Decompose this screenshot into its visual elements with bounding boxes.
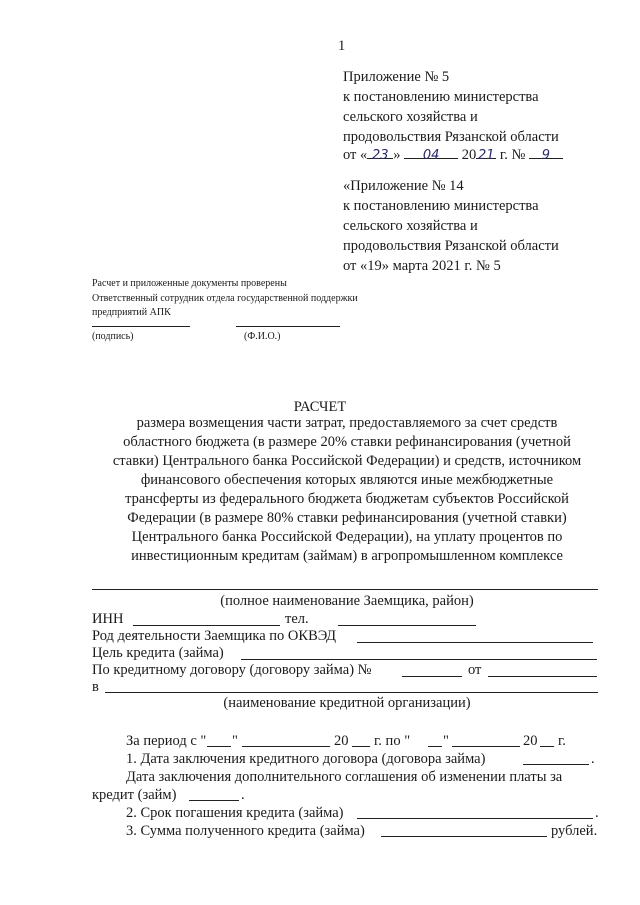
contract-label: По кредитному договору (договору займа) №	[92, 662, 372, 678]
name-caption: (Ф.И.О.)	[244, 331, 281, 342]
name-line	[236, 326, 340, 327]
appendix-5-line2: к постановлению министерства	[343, 89, 539, 105]
item3-label: 3. Сумма полученного кредита (займа)	[126, 823, 365, 839]
period-to-quote: "	[443, 733, 449, 749]
item3-end: рублей.	[551, 823, 598, 839]
appendix-5-line4: продовольствия Рязанской области	[343, 129, 559, 145]
date-prefix: от «	[343, 147, 368, 163]
item1-label: 1. Дата заключения кредитного договора (договора займа)	[126, 751, 486, 767]
contract-date-field[interactable]	[488, 676, 597, 677]
page-number: 1	[338, 38, 346, 54]
verification-line1: Расчет и приложенные документы проверены	[92, 278, 287, 289]
period-to-year-prefix: 20	[523, 733, 538, 749]
appendix-5-date-line	[343, 145, 563, 165]
signature-line	[92, 326, 190, 327]
period-from-year-prefix: 20	[334, 733, 349, 749]
appendix-14-line3: сельского хозяйства и	[343, 218, 478, 234]
okved-label: Род деятельности Заемщика по ОКВЭД	[92, 628, 336, 644]
subtitle-line: Федерации (в размере 80% ставки рефинансирования (учетной ставки)	[127, 510, 567, 526]
period-to-year-field[interactable]	[540, 746, 554, 747]
period-to-month-field[interactable]	[452, 746, 520, 747]
document-number: 9	[529, 146, 563, 159]
period-from-day-field[interactable]	[207, 746, 231, 747]
item1b-field[interactable]	[189, 800, 239, 801]
date-day-close: »	[393, 147, 401, 163]
number-label: г. №	[499, 147, 526, 163]
item2-label: 2. Срок погашения кредита (займа)	[126, 805, 344, 821]
period-to-day-field[interactable]	[428, 746, 442, 747]
item3-field[interactable]	[381, 836, 547, 837]
subtitle-line: инвестиционным кредитам (займам) в агропромышленном комплексе	[131, 548, 563, 564]
from-label: от	[468, 662, 482, 678]
item1-field[interactable]	[523, 764, 589, 765]
subtitle-line: размера возмещения части затрат, предоставляемого за счет средств	[136, 415, 558, 431]
appendix-14-line5: от «19» марта 2021 г. № 5	[343, 258, 501, 274]
item2-end: .	[595, 805, 599, 821]
appendix-5-line3: сельского хозяйства и	[343, 109, 478, 125]
item2-field[interactable]	[357, 818, 593, 819]
date-year-prefix: 20	[461, 147, 477, 163]
date-year-suffix: 21	[478, 148, 495, 163]
document-title: РАСЧЕТ	[293, 399, 347, 415]
verification-line2: Ответственный сотрудник отдела государственной поддержки	[92, 293, 358, 304]
inn-label: ИНН	[92, 611, 124, 627]
period-from-month-field[interactable]	[242, 746, 330, 747]
appendix-5-title: Приложение № 5	[343, 69, 450, 85]
borrower-caption: (полное наименование Заемщика, район)	[220, 593, 474, 609]
item1-end: .	[591, 751, 595, 767]
subtitle-line: финансового обеспечения которых являются иные межбюджетные	[140, 472, 554, 488]
item1b-end: .	[241, 787, 245, 803]
period-g-label: г.	[558, 733, 566, 749]
subtitle-line: трансферты из федерального бюджета бюджетам субъектов Российской	[125, 491, 569, 507]
period-label: За период с "	[126, 733, 207, 749]
period-from-quote: "	[232, 733, 238, 749]
tel-field[interactable]	[338, 625, 476, 626]
in-label: в	[92, 679, 99, 695]
tel-label: тел.	[285, 611, 309, 627]
subtitle-line: ставки) Центрального банка Российской Федерации) и средств, источником	[112, 453, 582, 469]
item1b-line2: кредит (займ)	[92, 787, 177, 803]
appendix-14-line4: продовольствия Рязанской области	[343, 238, 559, 254]
subtitle-line: областного бюджета (в размере 20% ставки рефинансирования (учетной	[123, 434, 571, 450]
appendix-14-title: «Приложение № 14	[343, 178, 464, 194]
period-to-label: г. по "	[374, 733, 411, 749]
date-day: 23	[367, 146, 393, 159]
borrower-name-field[interactable]	[92, 589, 598, 590]
date-month: 04	[404, 146, 458, 159]
appendix-14-line2: к постановлению министерства	[343, 198, 539, 214]
signature-caption: (подпись)	[92, 331, 134, 342]
org-caption: (наименование кредитной организации)	[223, 695, 471, 711]
purpose-label: Цель кредита (займа)	[92, 645, 224, 661]
contract-number-field[interactable]	[402, 676, 462, 677]
period-from-year-field[interactable]	[352, 746, 370, 747]
verification-line3: предприятий АПК	[92, 307, 171, 318]
item1b-line1: Дата заключения дополнительного соглашения об изменении платы за	[126, 769, 563, 785]
okved-field[interactable]	[357, 642, 593, 643]
subtitle-line: Центрального банка Российской Федерации), на уплату процентов по	[131, 529, 563, 545]
